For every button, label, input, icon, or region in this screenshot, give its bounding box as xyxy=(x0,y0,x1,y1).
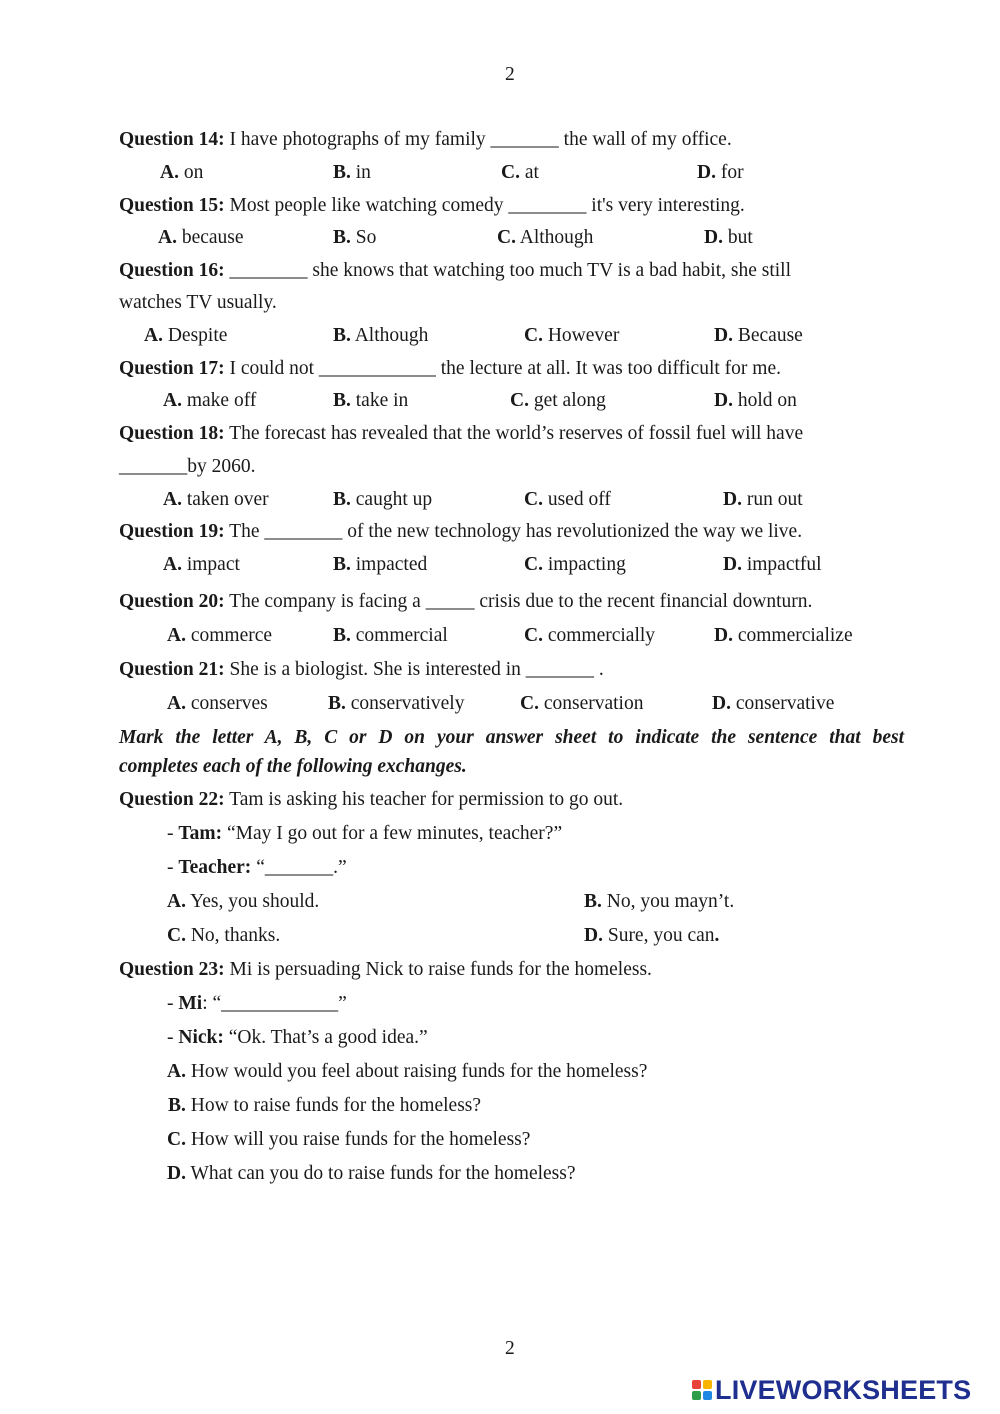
option-c[interactable]: C. commercially xyxy=(524,625,656,646)
option-c[interactable]: C. However xyxy=(524,325,620,346)
question-text: She is a biologist. She is interested in _______ . xyxy=(224,659,604,680)
liveworksheets-logo[interactable] xyxy=(692,1374,971,1406)
speaker: Nick: xyxy=(178,1027,224,1048)
logo-text: LIVEWORKSHEETS xyxy=(715,1374,972,1405)
question-label: Question 22: xyxy=(119,789,225,810)
question-label: Question 23: xyxy=(119,959,225,980)
option-b[interactable]: B. Although xyxy=(333,325,429,346)
question-21 xyxy=(119,659,604,680)
option-a[interactable]: A. because xyxy=(158,227,244,248)
question-text: ________ she knows that watching too much TV is a bad habit, she still xyxy=(224,260,791,281)
question-label: Question 20: xyxy=(119,591,225,612)
option-c[interactable]: C. How will you raise funds for the homeless? xyxy=(167,1129,531,1150)
option-d[interactable]: D. commercialize xyxy=(714,625,853,646)
page-number-top: 2 xyxy=(505,64,515,85)
option-c[interactable]: C. impacting xyxy=(524,554,626,575)
option-a[interactable]: A. on xyxy=(160,162,204,183)
question-text-continued: _______by 2060. xyxy=(119,456,256,477)
speaker: Teacher: xyxy=(178,857,252,878)
question-label: Question 16: xyxy=(119,260,225,281)
option-b[interactable]: B. conservatively xyxy=(328,693,465,714)
option-a[interactable]: A. make off xyxy=(163,390,257,411)
dialogue-line-nick: - Nick: “Ok. That’s a good idea.” xyxy=(167,1027,428,1048)
logo-mark-icon xyxy=(692,1380,712,1400)
option-d[interactable]: D. for xyxy=(697,162,744,183)
question-15 xyxy=(119,195,745,216)
question-text: Most people like watching comedy ________ it's very interesting. xyxy=(224,195,745,216)
option-d[interactable]: D. impactful xyxy=(723,554,822,575)
option-c[interactable]: C. conservation xyxy=(520,693,644,714)
question-text: Mi is persuading Nick to raise funds for the homeless. xyxy=(224,959,652,980)
dialogue-line-teacher: - Teacher: “_______.” xyxy=(167,857,347,878)
option-c[interactable]: C. at xyxy=(501,162,539,183)
question-22 xyxy=(119,789,623,810)
option-b[interactable]: B. take in xyxy=(333,390,409,411)
question-text: The forecast has revealed that the world’s reserves of fossil fuel will have xyxy=(224,423,804,444)
question-23 xyxy=(119,959,652,980)
option-d[interactable]: D. run out xyxy=(723,489,803,510)
instruction-line-1: Mark the letter A, B, C or D on your answer sheet to indicate the sentence that best xyxy=(119,727,904,748)
option-b[interactable]: B. caught up xyxy=(333,489,433,510)
question-17 xyxy=(119,358,781,379)
option-d[interactable]: D. but xyxy=(704,227,753,248)
question-text: Tam is asking his teacher for permission to go out. xyxy=(224,789,624,810)
question-16 xyxy=(119,260,791,281)
dialogue-line-tam: - Tam: “May I go out for a few minutes, teacher?” xyxy=(167,823,563,844)
option-b[interactable]: B. commercial xyxy=(333,625,448,646)
question-label: Question 18: xyxy=(119,423,225,444)
question-19 xyxy=(119,521,802,542)
instruction-line-2: completes each of the following exchanges. xyxy=(119,756,467,777)
option-c[interactable]: C. get along xyxy=(510,390,606,411)
option-a[interactable]: A. impact xyxy=(163,554,240,575)
option-d[interactable]: D. Because xyxy=(714,325,803,346)
dialogue-line-mi: - Mi: “____________” xyxy=(167,993,347,1014)
option-c[interactable]: C. Although xyxy=(497,227,594,248)
option-b[interactable]: B. How to raise funds for the homeless? xyxy=(168,1095,482,1116)
option-a[interactable]: A. taken over xyxy=(163,489,269,510)
option-a[interactable]: A. commerce xyxy=(167,625,273,646)
option-a[interactable]: A. How would you feel about raising funds for the homeless? xyxy=(167,1061,648,1082)
option-d[interactable]: D. Sure, you can. xyxy=(584,925,720,946)
question-label: Question 17: xyxy=(119,358,225,379)
option-d[interactable]: D. What can you do to raise funds for the homeless? xyxy=(167,1163,576,1184)
option-d[interactable]: D. conservative xyxy=(712,693,835,714)
option-a[interactable]: A. Despite xyxy=(144,325,228,346)
speaker: Mi xyxy=(178,993,203,1014)
question-14 xyxy=(119,129,732,150)
option-c[interactable]: C. used off xyxy=(524,489,611,510)
question-label: Question 14: xyxy=(119,129,225,150)
page-number-bottom: 2 xyxy=(505,1338,515,1359)
question-label: Question 21: xyxy=(119,659,225,680)
option-a[interactable]: A. Yes, you should. xyxy=(167,891,320,912)
question-label: Question 15: xyxy=(119,195,225,216)
question-text: The company is facing a _____ crisis due to the recent financial downturn. xyxy=(224,591,813,612)
speaker: Tam: xyxy=(178,823,223,844)
question-label: Question 19: xyxy=(119,521,225,542)
option-b[interactable]: B. impacted xyxy=(333,554,428,575)
question-text-continued: watches TV usually. xyxy=(119,292,277,313)
question-text: The ________ of the new technology has revolutionized the way we live. xyxy=(224,521,803,542)
question-text: I could not ____________ the lecture at all. It was too difficult for me. xyxy=(224,358,781,379)
option-b[interactable]: B. in xyxy=(333,162,371,183)
option-b[interactable]: B. No, you mayn’t. xyxy=(584,891,735,912)
question-20 xyxy=(119,591,812,612)
option-d[interactable]: D. hold on xyxy=(714,390,797,411)
option-c[interactable]: C. No, thanks. xyxy=(167,925,281,946)
question-18 xyxy=(119,423,803,444)
option-b[interactable]: B. So xyxy=(333,227,377,248)
option-a[interactable]: A. conserves xyxy=(167,693,268,714)
question-text: I have photographs of my family _______ the wall of my office. xyxy=(224,129,732,150)
